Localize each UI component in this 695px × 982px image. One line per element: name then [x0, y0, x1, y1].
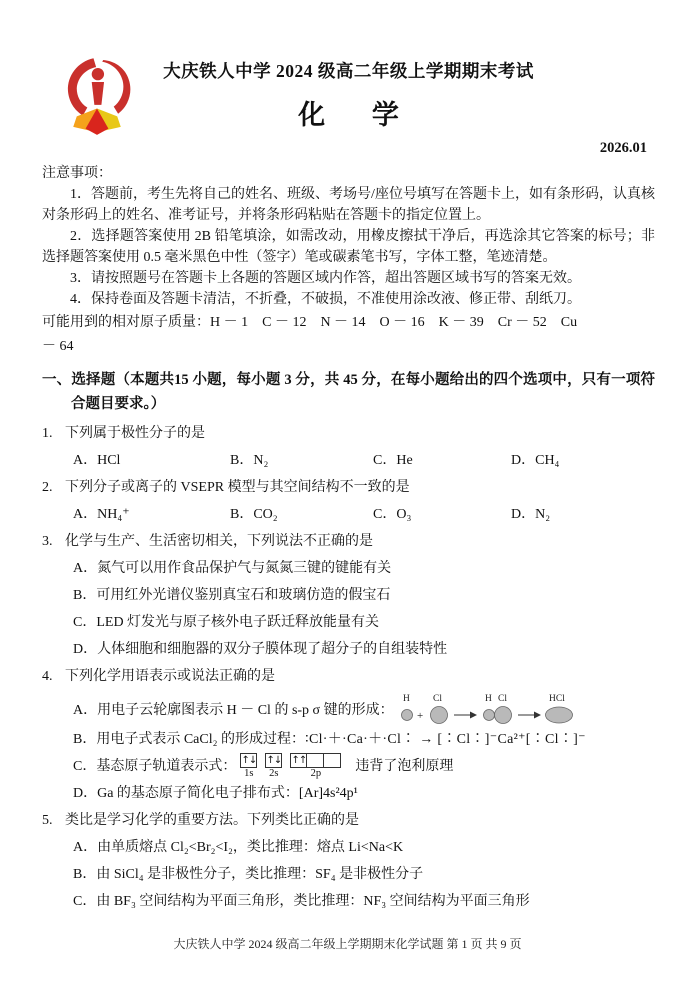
question-2 — [42, 474, 655, 528]
notice-item-2: 2．选择题答案使用 2B 铅笔填涂，如需改动，用橡皮擦拭干净后，再选涂其它答案的标号；非选择题答案使用 0.5 毫米黑色中性（签字）笔或碳素笔书写，字体工整，笔迹清楚。 — [42, 229, 655, 265]
option-a: A．NH₄⁺ — [73, 507, 130, 522]
option-c-suffix: 违背了泡利原理 — [355, 759, 454, 774]
option-c: C．He — [373, 453, 413, 468]
orbital-2s — [265, 753, 282, 780]
option-b — [42, 726, 655, 753]
orbital-box: ↑↓ — [266, 755, 282, 767]
question-5 — [42, 807, 655, 915]
orbital-box: ↑↓ — [241, 755, 257, 767]
question-stem-text: 化学与生产、生活密切相关，下列说法不正确的是 — [65, 534, 373, 549]
option-c: C．LED 灯发光与原子核外电子跃迁释放能量有关 — [73, 615, 380, 630]
question-5-stem — [42, 807, 655, 834]
option-b: B．CO₂ — [230, 507, 278, 522]
question-2-stem — [42, 474, 655, 501]
question-4 — [42, 663, 655, 807]
question-stem-text: 下列分子或离子的 VSEPR 模型与其空间结构不一致的是 — [65, 480, 410, 495]
svg-text:HCl: HCl — [548, 694, 565, 704]
option-d: D．CH₄ — [511, 453, 560, 468]
svg-text:H: H — [484, 694, 492, 704]
option-c-text: C．基态原子轨道表示式： — [73, 759, 237, 774]
svg-text:Cl: Cl — [497, 694, 507, 704]
svg-text:Cl: Cl — [432, 694, 442, 704]
arrow-icon — [534, 712, 541, 719]
option-a — [42, 690, 655, 726]
question-stem-text: 下列化学用语表示或说法正确的是 — [65, 669, 275, 684]
atomic-mass-line-2: － 64 — [42, 339, 74, 354]
option-d: D．Ga 的基态原子简化电子排布式：[Ar]4s²4p¹ — [73, 786, 358, 802]
exam-title: 大庆铁人中学 2024 级高二年级上学期期末考试 — [163, 61, 534, 81]
orbital-1s — [240, 753, 257, 780]
atomic-mass-line-1: 可能用到的相对原子质量：H － 1 C － 12 N － 14 O － 16 K － 39 Cr － 52 Cu — [42, 315, 578, 330]
question-4-stem — [42, 663, 655, 690]
school-logo-icon — [53, 50, 141, 144]
notice-item-1: 1．答题前，考生先将自己的姓名、班级、考场号/座位号填写在答题卡上，如有条形码，认真核对条形码上的姓名、准考证号，并将条形码粘贴在答题卡的指定位置上。 — [42, 187, 655, 223]
question-3 — [42, 528, 655, 663]
svg-text:H: H — [402, 694, 410, 704]
option-a: A．氮气可以用作食品保护气与氮氮三键的键能有关 — [73, 561, 392, 576]
orbital-box: ↑↑ — [291, 755, 307, 767]
arrow-icon — [470, 712, 477, 719]
notice-section — [42, 163, 655, 358]
page-footer: 大庆铁人中学 2024 级高二年级上学期期末化学试题 第 1 页 共 9 页 — [173, 937, 522, 951]
orbital-box — [307, 753, 324, 768]
question-stem-text: 下列属于极性分子的是 — [65, 426, 205, 441]
option-b-text: B．用电子式表示 CaCl₂ 的形成过程： — [73, 732, 305, 747]
svg-text:+: + — [416, 710, 423, 722]
orbital-label: 1s — [244, 768, 254, 780]
notice-item-3: 3．请按照题号在答题卡上各题的答题区域内作答，超出答题区域书写的答案无效。 — [70, 271, 581, 286]
option-a: A．由单质熔点 Cl₂<Br₂<I₂，类比推理：熔点 Li<Na<K — [73, 840, 404, 856]
option-b: B．可用红外光谱仪鉴别真宝石和玻璃仿造的假宝石 — [73, 588, 391, 603]
question-number: 2. — [42, 480, 53, 495]
notice-heading: 注意事项： — [42, 166, 112, 181]
option-d: D．人体细胞和细胞器的双分子膜体现了超分子的自组装特性 — [73, 642, 448, 657]
question-number: 3. — [42, 534, 53, 549]
question-1-stem — [42, 420, 655, 447]
option-b: B．N₂ — [230, 453, 269, 468]
section-title: 一、选择题（本题共15 小题，每小题 3 分，共 45 分，在每小题给出的四个选项中，只有一项符合题目要求。） — [42, 372, 655, 412]
exam-date: 2026.01 — [599, 140, 647, 156]
option-c — [42, 753, 655, 780]
option-b: B．由 SiCl₄ 是非极性分子，类比推理：SF₄ 是非极性分子 — [73, 867, 424, 883]
question-number: 1. — [42, 426, 53, 441]
option-a: A．HCl — [73, 453, 121, 468]
option-c: C．由 BF₃ 空间结构为平面三角形，类比推理：NF₃ 空间结构为平面三角形 — [73, 894, 530, 910]
question-1 — [42, 420, 655, 474]
electron-formula: ∶Cl·＋·Ca·＋·Cl∶ → [∶Cl∶]⁻Ca²⁺[∶Cl∶]⁻ — [305, 732, 586, 747]
orbital-label: 2s — [269, 768, 279, 780]
subject-title: 化 学 — [298, 100, 419, 130]
notice-item-4: 4．保持卷面及答题卡清洁，不折叠，不破损，不准使用涂改液、修正带、刮纸刀。 — [70, 292, 581, 307]
option-d: D．N₂ — [511, 507, 551, 522]
question-1-options — [42, 447, 655, 474]
question-number: 4. — [42, 669, 53, 684]
orbital-2p — [290, 753, 341, 780]
question-stem-text: 类比是学习化学的重要方法。下列类比正确的是 — [65, 813, 359, 829]
orbital-box — [324, 753, 341, 768]
question-2-options — [42, 501, 655, 528]
option-a-text: A．用电子云轮廓图表示 H － Cl 的 s-p σ 键的形成： — [73, 703, 394, 718]
electron-cloud-diagram — [398, 690, 583, 726]
question-number: 5. — [42, 813, 53, 829]
question-3-stem — [42, 528, 655, 555]
option-c: C．O₃ — [373, 507, 412, 522]
orbital-label: 2p — [310, 768, 322, 780]
